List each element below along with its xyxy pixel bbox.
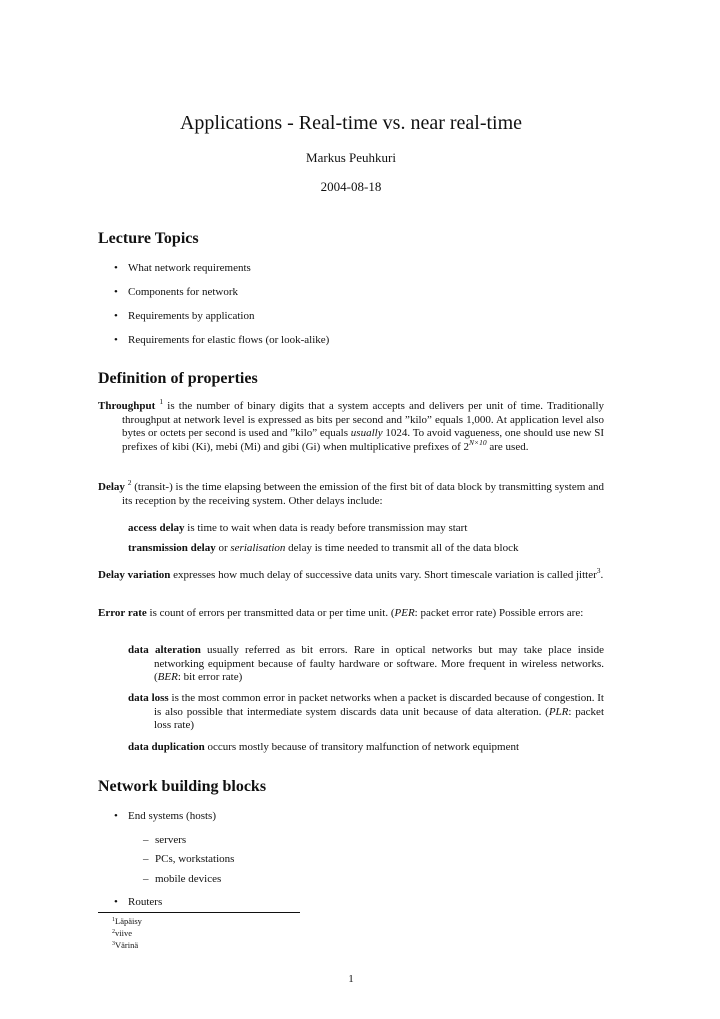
term-access-delay: access delay bbox=[128, 522, 185, 534]
footnote bbox=[112, 928, 132, 939]
definition-text: is count of errors per transmitted data or per time unit. ( bbox=[146, 607, 395, 619]
definition-text: occurs mostly because of transitory malfunction of network equipment bbox=[204, 741, 520, 753]
footnote-text: Värinä bbox=[115, 940, 139, 950]
footnote-rule bbox=[98, 912, 300, 913]
footnote bbox=[112, 916, 142, 927]
list-item bbox=[114, 285, 238, 299]
definition-error-rate bbox=[98, 607, 604, 621]
footnote-mark: 1 bbox=[112, 917, 115, 923]
dash-icon: – bbox=[143, 834, 149, 846]
emphasis: PER bbox=[394, 607, 415, 619]
footnote-mark: 3 bbox=[596, 566, 601, 575]
bullet-icon: • bbox=[114, 310, 118, 322]
definition-text: : bit error rate) bbox=[177, 671, 243, 684]
author: Markus Peuhkuri bbox=[306, 150, 396, 165]
emphasis: PLR bbox=[548, 705, 569, 718]
bullet-icon: • bbox=[114, 286, 118, 298]
footnote-text: viive bbox=[115, 928, 132, 938]
footnote bbox=[112, 940, 138, 951]
definition-access-delay bbox=[128, 522, 604, 536]
definition-text: . bbox=[600, 569, 604, 581]
list-item bbox=[114, 809, 216, 823]
definition-data-loss bbox=[128, 692, 604, 733]
term-data-alteration: data alteration bbox=[128, 644, 201, 656]
definition-text: expresses how much delay of successive data units vary. Short timescale variation is called jitter bbox=[170, 569, 597, 581]
dash-icon: – bbox=[143, 873, 149, 885]
list-item-text: PCs, workstations bbox=[155, 853, 235, 865]
section-heading-lecture-topics: Lecture Topics bbox=[98, 230, 199, 247]
definition-text: are used. bbox=[486, 441, 529, 454]
term-delay-variation: Delay variation bbox=[98, 569, 171, 581]
bullet-icon: • bbox=[114, 896, 118, 908]
term-throughput: Throughput bbox=[98, 400, 156, 412]
definition-throughput bbox=[98, 397, 605, 455]
definition-text: : packet loss rate) bbox=[154, 705, 604, 732]
emphasis: BER bbox=[157, 671, 178, 684]
term-data-duplication: data duplication bbox=[128, 741, 205, 753]
list-item-text: Components for network bbox=[128, 286, 238, 298]
list-item-text: Routers bbox=[128, 896, 163, 908]
list-item bbox=[114, 895, 163, 909]
definition-delay bbox=[98, 478, 604, 508]
section-heading-definitions: Definition of properties bbox=[98, 370, 258, 387]
definition-data-duplication bbox=[128, 741, 604, 755]
sub-list-item bbox=[143, 833, 187, 847]
definition-text: is the number of binary digits that a system accepts and delivers per unit of time. Traditionally throughput at network level is expressed as bits per second and ”kilo” equals 1,000. At application level also bytes or octets per second is used and ”kilo” equals bbox=[122, 400, 605, 440]
list-item-text: mobile devices bbox=[155, 873, 222, 885]
list-item-text: Requirements by application bbox=[128, 310, 255, 322]
footnote-mark: 1 bbox=[159, 397, 164, 406]
footnote-mark: 2 bbox=[127, 478, 132, 487]
term-transmission-delay: transmission delay bbox=[128, 542, 216, 554]
bullet-icon: • bbox=[114, 262, 118, 274]
paper-title: Applications - Real-time vs. near real-time bbox=[179, 112, 523, 134]
list-item-text: servers bbox=[155, 834, 187, 846]
definition-transmission-delay bbox=[128, 542, 604, 556]
list-item bbox=[114, 333, 330, 347]
footnote-mark: 2 bbox=[112, 929, 115, 935]
footnote-mark: 3 bbox=[112, 941, 115, 947]
sub-list-item bbox=[143, 872, 222, 886]
page-number: 1 bbox=[348, 973, 354, 985]
emphasis: usually bbox=[350, 427, 383, 440]
term-error-rate: Error rate bbox=[98, 607, 147, 619]
term-data-loss: data loss bbox=[128, 692, 169, 704]
list-item bbox=[114, 309, 255, 323]
emphasis: serialisation bbox=[230, 542, 286, 554]
date: 2004-08-18 bbox=[320, 179, 382, 194]
list-item bbox=[114, 261, 251, 275]
list-item-text: Requirements for elastic flows (or look-alike) bbox=[128, 334, 330, 346]
definition-text: (transit-) is the time elapsing between the emission of the first bit of data block by transmitting system and its reception by the receiving system. Other delays include: bbox=[122, 481, 604, 507]
list-item-text: What network requirements bbox=[128, 262, 251, 274]
definition-text: is time to wait when data is ready before transmission may start bbox=[184, 522, 468, 534]
dash-icon: – bbox=[143, 853, 149, 865]
definition-text: usually referred as bit errors. Rare in optical networks but may take place inside networking equipment because of faulty hardware or software. More frequent in wireless networks. ( bbox=[154, 644, 604, 684]
exponent: N×10 bbox=[469, 438, 487, 448]
definition-delay-variation bbox=[98, 566, 604, 583]
term-delay: Delay bbox=[98, 481, 125, 493]
definition-text: : packet error rate) Possible errors are: bbox=[414, 607, 584, 619]
sub-list-item bbox=[143, 852, 235, 866]
definition-text: 1024. To avoid vagueness, one should use new SI prefixes of kibi (Ki), mebi (Mi) and gibi (Gi) when multiplicative prefixes of 2 bbox=[122, 427, 604, 454]
list-item-text: End systems (hosts) bbox=[128, 810, 216, 822]
definition-text: is the most common error in packet networks when a packet is discarded because of congestion. It is also possible that intermediate system discards data unit because of data alteration. ( bbox=[154, 692, 604, 718]
definition-text: or bbox=[215, 542, 231, 554]
section-heading-building-blocks: Network building blocks bbox=[98, 778, 267, 795]
bullet-icon: • bbox=[114, 810, 118, 822]
definition-text: delay is time needed to transmit all of the data block bbox=[285, 542, 519, 554]
footnote-text: Läpäisy bbox=[115, 916, 142, 926]
bullet-icon: • bbox=[114, 334, 118, 346]
definition-data-alteration bbox=[128, 644, 604, 685]
